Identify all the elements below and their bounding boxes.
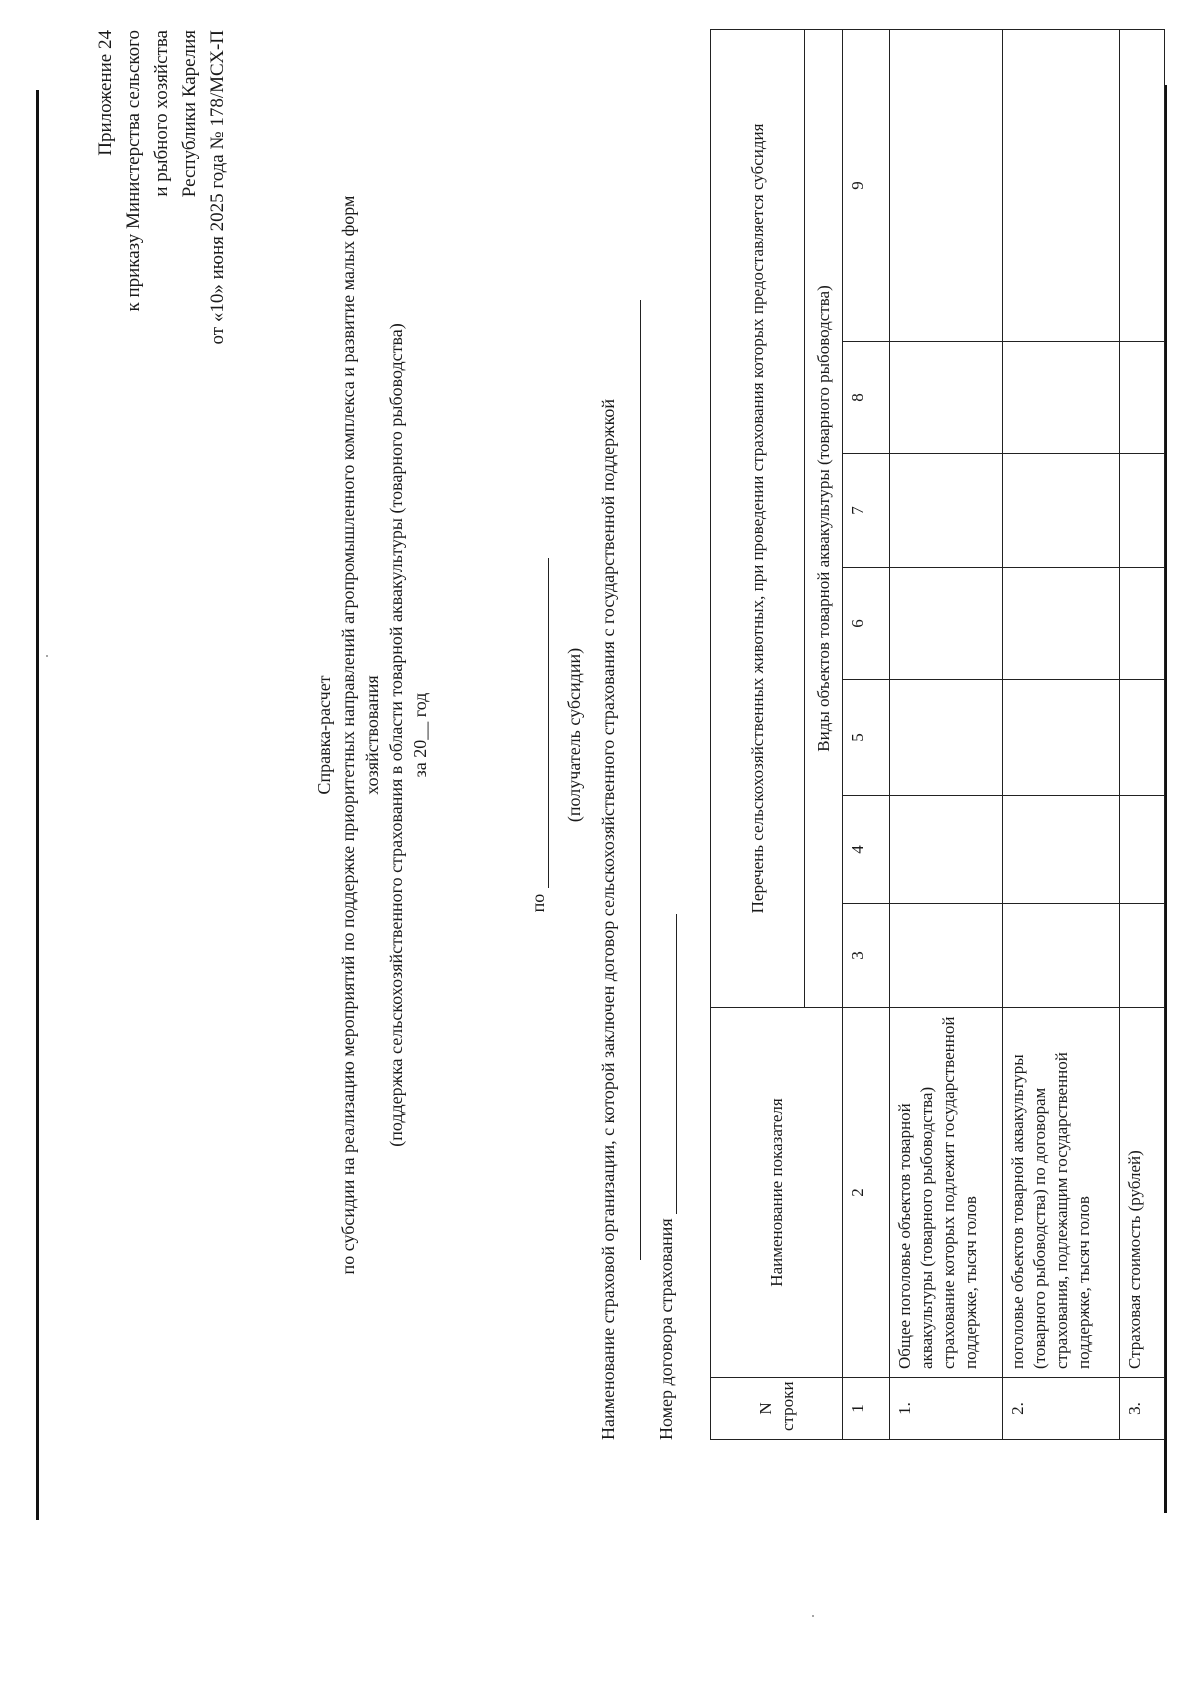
value-cell[interactable] [1003, 796, 1120, 904]
value-cell[interactable] [890, 29, 1003, 341]
header-row-number: N строки [711, 1378, 843, 1440]
header-object-types: Виды объектов товарной аквакультуры (товарного рыбоводства) [805, 29, 843, 1007]
annex-line: от «10» июня 2025 года № 178/МСХ-П [207, 30, 228, 345]
column-index: 5 [843, 680, 890, 796]
value-cell[interactable] [1120, 454, 1165, 568]
table-row [1120, 29, 1165, 1439]
value-cell[interactable] [1003, 568, 1120, 680]
column-index: 6 [843, 568, 890, 680]
value-cell[interactable] [1120, 796, 1165, 904]
contract-number-field [656, 914, 677, 1440]
annex-line: к приказу Министерства сельского [123, 30, 144, 312]
recipient-field [528, 30, 549, 1440]
row-number: 2. [1003, 1378, 1120, 1440]
value-cell[interactable] [890, 568, 1003, 680]
value-cell[interactable] [1120, 342, 1165, 454]
value-cell[interactable] [1120, 680, 1165, 796]
recipient-blank-line[interactable] [530, 558, 549, 888]
row-indicator: поголовье объектов товарной аквакультуры (товарного рыбоводства) по договорам страхования, подлежащим государственной поддержке, тысяч голов [1003, 1008, 1120, 1378]
table-row [1003, 29, 1120, 1439]
column-index: 3 [843, 904, 890, 1008]
title-line: за 20__ год [410, 692, 430, 778]
recipient-caption: (получатель субсидии) [564, 647, 584, 823]
column-index: 1 [843, 1378, 890, 1440]
column-index: 9 [843, 29, 890, 341]
annex-line: и рыбного хозяйства [151, 30, 172, 197]
title-line: по субсидии на реализацию мероприятий по поддержке приоритетных направлений агропромышленного комплекса и развитие малых форм [338, 195, 358, 1275]
value-cell[interactable] [890, 342, 1003, 454]
title-line: хозяйствования [362, 675, 382, 795]
scan-speck [46, 655, 48, 657]
document-title [312, 30, 432, 1440]
value-cell[interactable] [1003, 454, 1120, 568]
row-number: 3. [1120, 1378, 1165, 1440]
calculation-table [710, 29, 1165, 1440]
value-cell[interactable] [890, 454, 1003, 568]
row-indicator: Страховая стоимость (рублей) [1120, 1008, 1165, 1378]
recipient-prefix: по [528, 893, 548, 913]
contract-blank-line[interactable] [658, 914, 677, 1214]
insurer-label: Наименование страховой организации, с которой заключен договор сельскохозяйственного страхования с государственной поддержкой [598, 398, 618, 1440]
value-cell[interactable] [890, 680, 1003, 796]
column-index: 8 [843, 342, 890, 454]
column-index-row [843, 29, 890, 1439]
annex-reference [92, 30, 232, 344]
header-animal-list: Перечень сельскохозяйственных животных, при проведении страхования которых предоставляется субсидия [711, 29, 805, 1007]
row-indicator: Общее поголовье объектов товарной аквакультуры (товарного рыбоводства) страхование которых подлежит государственной поддержке, тысяч голов [890, 1008, 1003, 1378]
row-number: 1. [890, 1378, 1003, 1440]
value-cell[interactable] [890, 796, 1003, 904]
column-index: 2 [843, 1008, 890, 1378]
value-cell[interactable] [890, 904, 1003, 1008]
column-index: 4 [843, 796, 890, 904]
value-cell[interactable] [1003, 342, 1120, 454]
value-cell[interactable] [1003, 904, 1120, 1008]
page-left-border [36, 90, 39, 1520]
header-indicator-name: Наименование показателя [711, 1008, 843, 1378]
insurer-blank-line[interactable] [640, 300, 641, 1260]
value-cell[interactable] [1003, 680, 1120, 796]
value-cell[interactable] [1120, 29, 1165, 341]
annex-line: Республики Карелия [179, 30, 200, 198]
value-cell[interactable] [1120, 568, 1165, 680]
value-cell[interactable] [1003, 29, 1120, 341]
title-line: Справка-расчет [314, 675, 334, 795]
rotated-form-sheet [80, 30, 1144, 1440]
contract-label: Номер договора страхования [656, 1218, 676, 1440]
value-cell[interactable] [1120, 904, 1165, 1008]
scan-speck [812, 1615, 814, 1617]
annex-line: Приложение 24 [95, 30, 116, 156]
table-row [890, 29, 1003, 1439]
title-line: (поддержка сельскохозяйственного страхования в области товарной аквакультуры (товарного рыбоводства) [386, 323, 406, 1147]
column-index: 7 [843, 454, 890, 568]
